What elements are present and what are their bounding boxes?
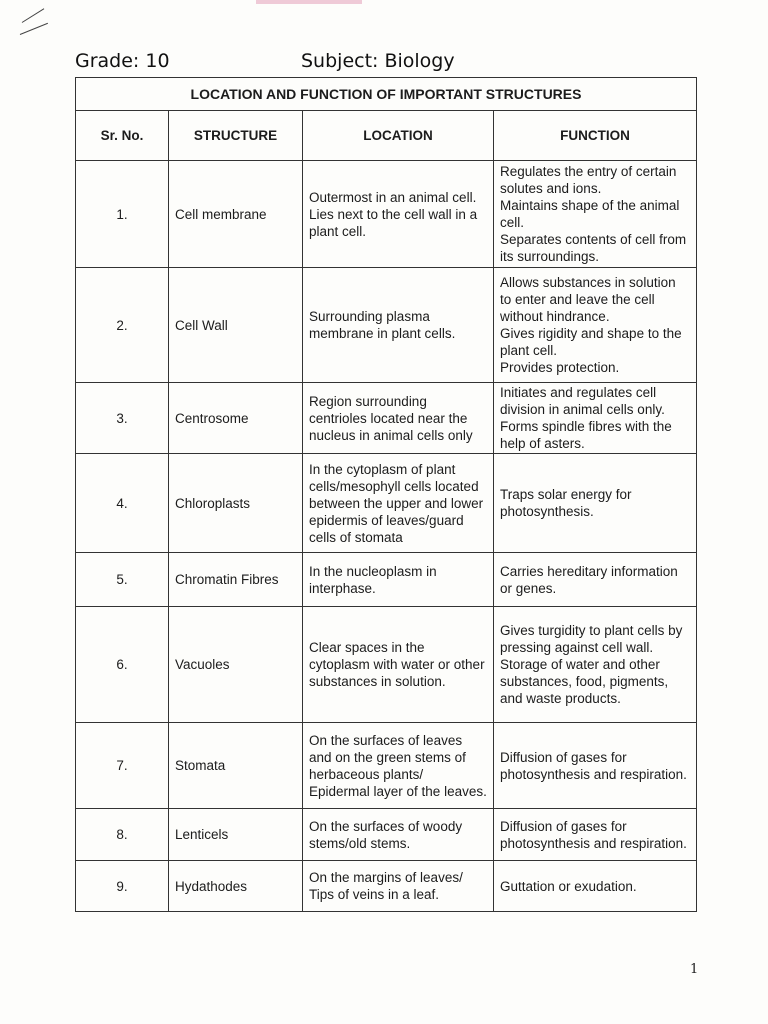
- pen-mark: [22, 8, 45, 23]
- structure-cell: Cell Wall: [169, 268, 303, 383]
- col-header-location: LOCATION: [303, 111, 494, 161]
- function-cell-line: Diffusion of gases for photosynthesis and respiration.: [500, 749, 687, 782]
- location-cell: [303, 723, 494, 809]
- location-cell-line: Lies next to the cell wall in a plant cell.: [309, 206, 478, 239]
- function-cell: [494, 723, 697, 809]
- structure-cell: Hydathodes: [169, 861, 303, 912]
- sr-no-cell: 7.: [76, 723, 169, 809]
- table-row: [76, 861, 697, 912]
- structures-table: [75, 77, 697, 912]
- location-cell: [303, 268, 494, 383]
- location-cell-line: On the surfaces of woody stems/old stems.: [309, 818, 463, 851]
- structure-cell: Vacuoles: [169, 607, 303, 723]
- function-cell: [494, 454, 697, 553]
- location-cell-line: Outermost in an animal cell.: [309, 189, 477, 205]
- function-cell: [494, 161, 697, 268]
- table-row: [76, 383, 697, 454]
- grade-label: Grade: 10: [75, 50, 170, 72]
- structure-cell: Cell membrane: [169, 161, 303, 268]
- function-cell: [494, 861, 697, 912]
- scan-top-strip: [256, 0, 362, 4]
- location-cell-line: Surrounding plasma membrane in plant cells.: [309, 309, 456, 341]
- function-cell: [494, 809, 697, 861]
- table-row: [76, 553, 697, 607]
- location-cell-line: On the margins of leaves/ Tips of veins in a leaf.: [309, 870, 463, 902]
- function-cell-line: Allows substances in solution to enter and leave the cell without hindrance.: [500, 275, 676, 324]
- location-cell: [303, 553, 494, 607]
- subject-label: Subject: Biology: [301, 50, 455, 72]
- table-row: [76, 268, 697, 383]
- col-header-sr: Sr. No.: [76, 111, 169, 161]
- function-cell-line: Forms spindle fibres with the help of asters.: [500, 419, 672, 451]
- location-cell: [303, 454, 494, 553]
- sr-no-cell: 6.: [76, 607, 169, 723]
- location-cell-line: In the cytoplasm of plant cells/mesophyll cells located between the upper and lower epidermis of leaves/guard cells of stomata: [309, 461, 484, 545]
- table-row: [76, 809, 697, 861]
- function-cell-line: Maintains shape of the animal cell.: [500, 198, 680, 230]
- table-row: [76, 723, 697, 809]
- location-cell: [303, 861, 494, 912]
- function-cell-line: Storage of water and other substances, food, pigments, and waste products.: [500, 657, 669, 706]
- location-cell-line: In the nucleoplasm in interphase.: [309, 563, 437, 596]
- function-cell: [494, 553, 697, 607]
- function-cell-line: Separates contents of cell from its surroundings.: [500, 232, 687, 264]
- structure-cell: Centrosome: [169, 383, 303, 454]
- pen-mark: [20, 23, 48, 35]
- sr-no-cell: 5.: [76, 553, 169, 607]
- function-cell: [494, 383, 697, 454]
- structure-cell: Lenticels: [169, 809, 303, 861]
- function-cell-line: Diffusion of gases for photosynthesis and respiration.: [500, 818, 687, 851]
- col-header-function: FUNCTION: [494, 111, 697, 161]
- sr-no-cell: 8.: [76, 809, 169, 861]
- table-row: [76, 607, 697, 723]
- location-cell: [303, 161, 494, 268]
- location-cell: [303, 809, 494, 861]
- table-title: LOCATION AND FUNCTION OF IMPORTANT STRUCTURES: [76, 78, 697, 111]
- function-cell-line: Gives rigidity and shape to the plant cell.: [500, 326, 682, 358]
- function-cell: [494, 268, 697, 383]
- function-cell-line: Guttation or exudation.: [500, 878, 637, 894]
- function-cell-line: Provides protection.: [500, 360, 620, 375]
- location-cell: [303, 607, 494, 723]
- location-cell-line: Region surrounding centrioles located near the nucleus in animal cells only: [309, 393, 473, 443]
- table-row: [76, 161, 697, 268]
- sr-no-cell: 4.: [76, 454, 169, 553]
- function-cell: [494, 607, 697, 723]
- sr-no-cell: 1.: [76, 161, 169, 268]
- table-row: [76, 454, 697, 553]
- function-cell-line: Traps solar energy for photosynthesis.: [500, 487, 632, 519]
- sr-no-cell: 9.: [76, 861, 169, 912]
- function-cell-line: Gives turgidity to plant cells by pressing against cell wall.: [500, 623, 683, 655]
- location-cell-line: Clear spaces in the cytoplasm with water or other substances in solution.: [309, 640, 485, 689]
- sr-no-cell: 2.: [76, 268, 169, 383]
- structure-cell: Stomata: [169, 723, 303, 809]
- page-number: 1: [690, 962, 699, 977]
- col-header-structure: STRUCTURE: [169, 111, 303, 161]
- location-cell-line: On the surfaces of leaves and on the green stems of herbaceous plants/ Epidermal layer of the leaves.: [309, 732, 487, 799]
- function-cell-line: Regulates the entry of certain solutes and ions.: [500, 164, 677, 196]
- location-cell: [303, 383, 494, 454]
- function-cell-line: Carries hereditary information or genes.: [500, 563, 678, 596]
- structure-cell: Chloroplasts: [169, 454, 303, 553]
- table-header-row: [76, 111, 697, 161]
- structure-cell: Chromatin Fibres: [169, 553, 303, 607]
- function-cell-line: Initiates and regulates cell division in animal cells only.: [500, 385, 665, 417]
- sr-no-cell: 3.: [76, 383, 169, 454]
- page-header: [75, 50, 695, 78]
